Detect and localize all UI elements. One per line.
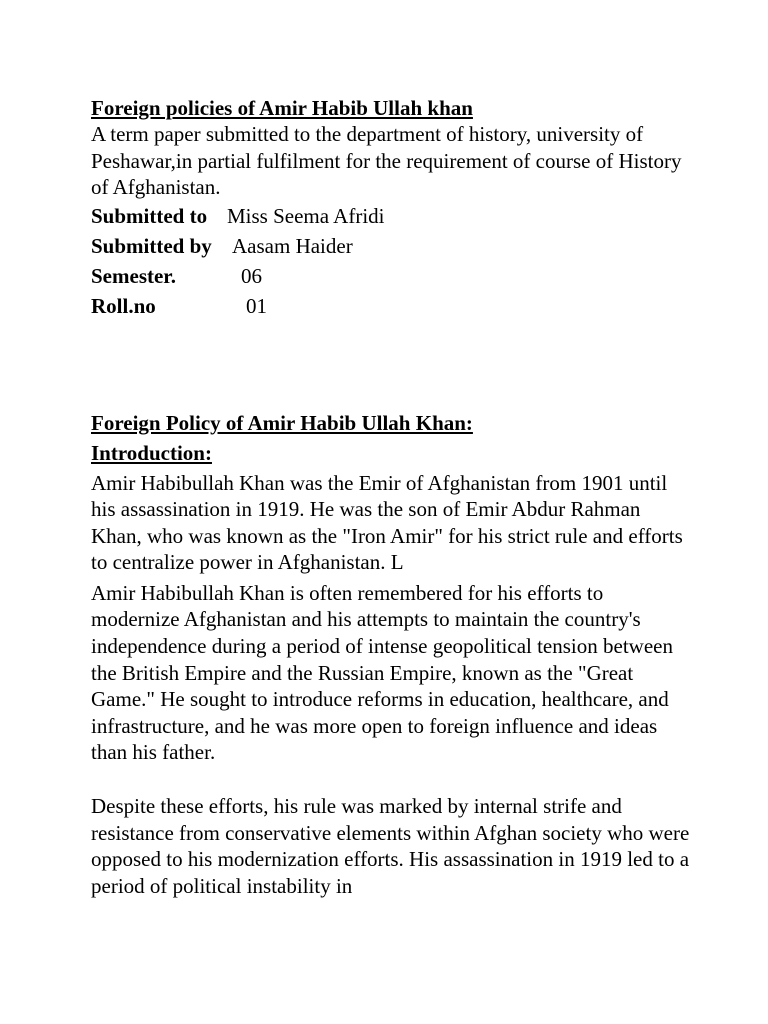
semester-row bbox=[91, 261, 691, 291]
submitted-to-row bbox=[91, 201, 691, 231]
body-paragraph: Amir Habibullah Khan was the Emir of Afghanistan from 1901 until his assassination in 1919. He was the son of Emir Abdur Rahman Khan, who was known as the "Iron Amir" for his strict rule and efforts to centralize power in Afghanistan. L bbox=[91, 470, 683, 575]
section-subheading: Introduction: bbox=[91, 440, 212, 465]
submitted-by-row bbox=[91, 231, 691, 261]
cover-description: A term paper submitted to the department of history, university of Peshawar,in partial fulfilment for the requirement of course of History of Afghanistan. bbox=[91, 122, 682, 199]
roll-no-value: 01 bbox=[246, 293, 267, 318]
roll-no-label: Roll.no bbox=[91, 293, 156, 318]
semester-label: Semester. bbox=[91, 263, 176, 288]
cover-title: Foreign policies of Amir Habib Ullah khan bbox=[91, 96, 473, 120]
submitted-by-label: Submitted by bbox=[91, 233, 212, 258]
submitted-to-label: Submitted to bbox=[91, 203, 208, 228]
body-paragraph: Amir Habibullah Khan is often remembered for his efforts to modernize Afghanistan and his attempts to maintain the country's independence during a period of intense geopolitical tension between the British Empire and the Russian Empire, known as the "Great Game." He sought to introduce reforms in education, healthcare, and infrastructure, and he was more open to foreign influence and ideas than his father. bbox=[91, 580, 673, 765]
submitted-by-value: Aasam Haider bbox=[232, 233, 353, 258]
body-paragraph: Despite these efforts, his rule was marked by internal strife and resistance from conservative elements within Afghan society who were opposed to his modernization efforts. His assassination in 1919 led to a period of political instability in bbox=[91, 794, 690, 898]
roll-no-row bbox=[91, 291, 691, 321]
submitted-to-value: Miss Seema Afridi bbox=[227, 203, 385, 228]
semester-value: 06 bbox=[241, 263, 262, 288]
document-content bbox=[91, 95, 691, 899]
section-heading: Foreign Policy of Amir Habib Ullah Khan: bbox=[91, 410, 473, 435]
